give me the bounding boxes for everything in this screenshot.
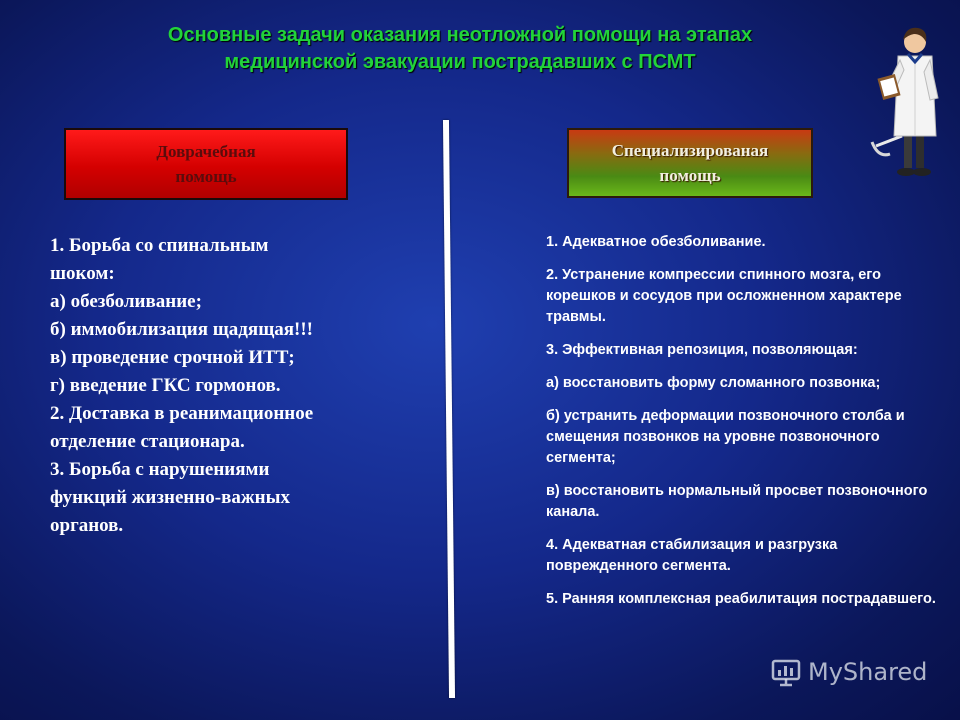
list-item: а) восстановить форму сломанного позвонка; xyxy=(546,375,881,391)
list-item: 1. Адекватное обезболивание. xyxy=(546,234,766,250)
right-box-line-2: помощь xyxy=(659,166,721,185)
list-item: функций жизненно-важных xyxy=(50,487,290,508)
list-item: 3. Эффективная репозиция, позволяющая: xyxy=(546,342,858,358)
left-box-line-2: помощь xyxy=(175,167,237,186)
title-line-1: Основные задачи оказания неотложной помощи на этапах xyxy=(167,24,753,46)
list-item: 3. Борьба с нарушениями xyxy=(50,459,270,480)
prehospital-care-header xyxy=(64,128,348,200)
list-item: шоком: xyxy=(50,263,115,284)
myshared-logo-icon xyxy=(770,656,802,688)
list-item: 2. Устранение компрессии спинного мозга, его корешков и сосудов при осложненном характере травмы. xyxy=(546,267,902,325)
title-line-2: медицинской эвакуации пострадавших с ПСМТ xyxy=(224,51,696,73)
list-item: а) обезболивание; xyxy=(50,291,202,312)
watermark-text: MyShared xyxy=(808,658,928,686)
list-item: б) устранить деформации позвоночного столба и смещения позвонков на уровне позвоночного сегмента; xyxy=(546,408,905,466)
specialized-care-header xyxy=(567,128,813,198)
list-item: б) иммобилизация щадящая!!! xyxy=(50,319,314,340)
list-item: 5. Ранняя комплексная реабилитация пострадавшего. xyxy=(546,591,936,607)
list-item: 4. Адекватная стабилизация и разгрузка поврежденного сегмента. xyxy=(546,537,838,574)
slide-title xyxy=(60,22,860,76)
myshared-watermark[interactable] xyxy=(770,656,927,688)
right-box-line-1: Специализированая xyxy=(611,141,769,160)
list-item: органов. xyxy=(50,515,124,536)
left-box-line-1: Доврачебная xyxy=(156,142,256,161)
list-item: г) введение ГКС гормонов. xyxy=(50,375,281,396)
list-item: 1. Борьба со спинальным xyxy=(50,235,269,256)
specialized-tasks-list xyxy=(546,232,946,622)
prehospital-tasks-list xyxy=(50,232,410,540)
list-item: 2. Доставка в реанимационное xyxy=(50,403,314,424)
doctor-figure xyxy=(868,18,948,180)
list-item: в) проведение срочной ИТТ; xyxy=(50,347,295,368)
column-divider xyxy=(443,120,455,698)
list-item: отделение стационара. xyxy=(50,431,245,452)
list-item: в) восстановить нормальный просвет позвоночного канала. xyxy=(546,483,928,520)
